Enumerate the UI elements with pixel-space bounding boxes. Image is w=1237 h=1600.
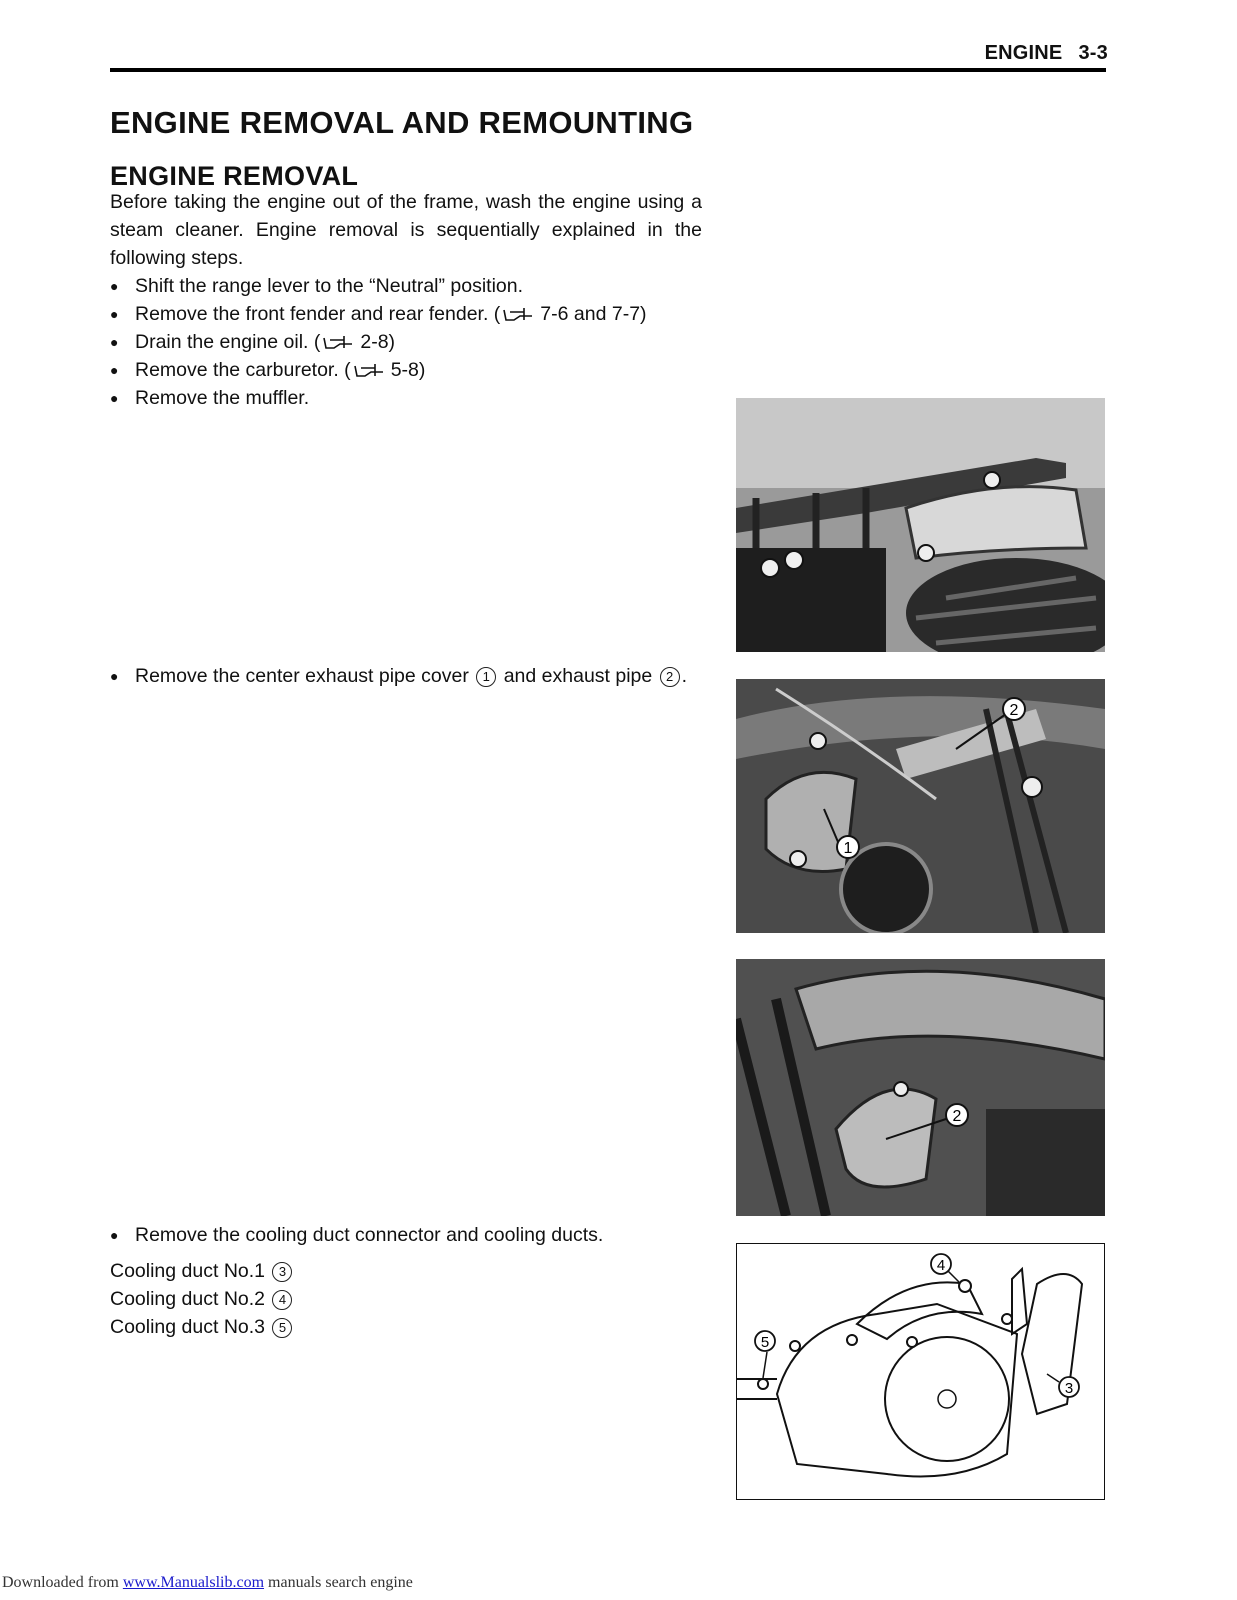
step-item: ● Drain the engine oil. ( 2-8)	[110, 328, 702, 356]
cooling-duct-diagram	[736, 1243, 1105, 1500]
reference-hand-icon	[502, 306, 536, 322]
callout-number: 3	[272, 1262, 292, 1282]
muffler-photo	[736, 398, 1105, 652]
section-title: ENGINE REMOVAL	[110, 161, 359, 191]
intro-paragraph: Before taking the engine out of the frame, wash the engine using a steam cleaner. Engine removal is sequentially explained in the following steps.	[110, 191, 702, 269]
exhaust-cover-photo	[736, 679, 1105, 933]
callout-number: 1	[476, 667, 496, 687]
step-item: ● Shift the range lever to the “Neutral” position.	[110, 272, 702, 300]
duct-label: Cooling duct No.2 4	[110, 1285, 294, 1313]
callout-number: 5	[272, 1318, 292, 1338]
step-item: ● Remove the center exhaust pipe cover 1 and exhaust pipe 2 .	[110, 662, 702, 690]
step-item: ● Remove the muffler.	[110, 384, 702, 412]
exhaust-pipe-photo	[736, 959, 1105, 1216]
reference-hand-icon	[353, 362, 387, 378]
duct-label: Cooling duct No.1 3	[110, 1257, 294, 1285]
step-list-exhaust	[110, 662, 702, 690]
diagram-callout-4: 4	[936, 1257, 946, 1274]
page-title: ENGINE REMOVAL AND REMOUNTING	[110, 105, 694, 140]
step-item: ● Remove the front fender and rear fender. ( 7-6 and 7-7)	[110, 300, 702, 328]
duct-label: Cooling duct No.3 5	[110, 1313, 294, 1341]
header-rule	[110, 68, 1106, 72]
step-item: ● Remove the carburetor. ( 5-8)	[110, 356, 702, 384]
diagram-callout-3: 3	[1064, 1380, 1074, 1397]
header-page-number: 3-3	[1078, 42, 1108, 64]
download-footer: Downloaded from www.Manualslib.com manuals search engine	[2, 1574, 413, 1591]
reference-hand-icon	[322, 334, 356, 350]
photo-callout-2: 2	[952, 1108, 962, 1125]
diagram-callout-5: 5	[760, 1334, 770, 1351]
callout-number: 4	[272, 1290, 292, 1310]
callout-number: 2	[660, 667, 680, 687]
running-header	[985, 42, 1108, 65]
step-list	[110, 272, 702, 412]
step-list-cooling	[110, 1221, 702, 1249]
photo-callout-2: 2	[1009, 702, 1019, 719]
photo-callout-1: 1	[843, 840, 853, 857]
step-item: ● Remove the cooling duct connector and cooling ducts.	[110, 1221, 702, 1249]
header-section: ENGINE	[984, 42, 1063, 64]
manualslib-link[interactable]: www.Manualslib.com	[122, 1574, 265, 1591]
